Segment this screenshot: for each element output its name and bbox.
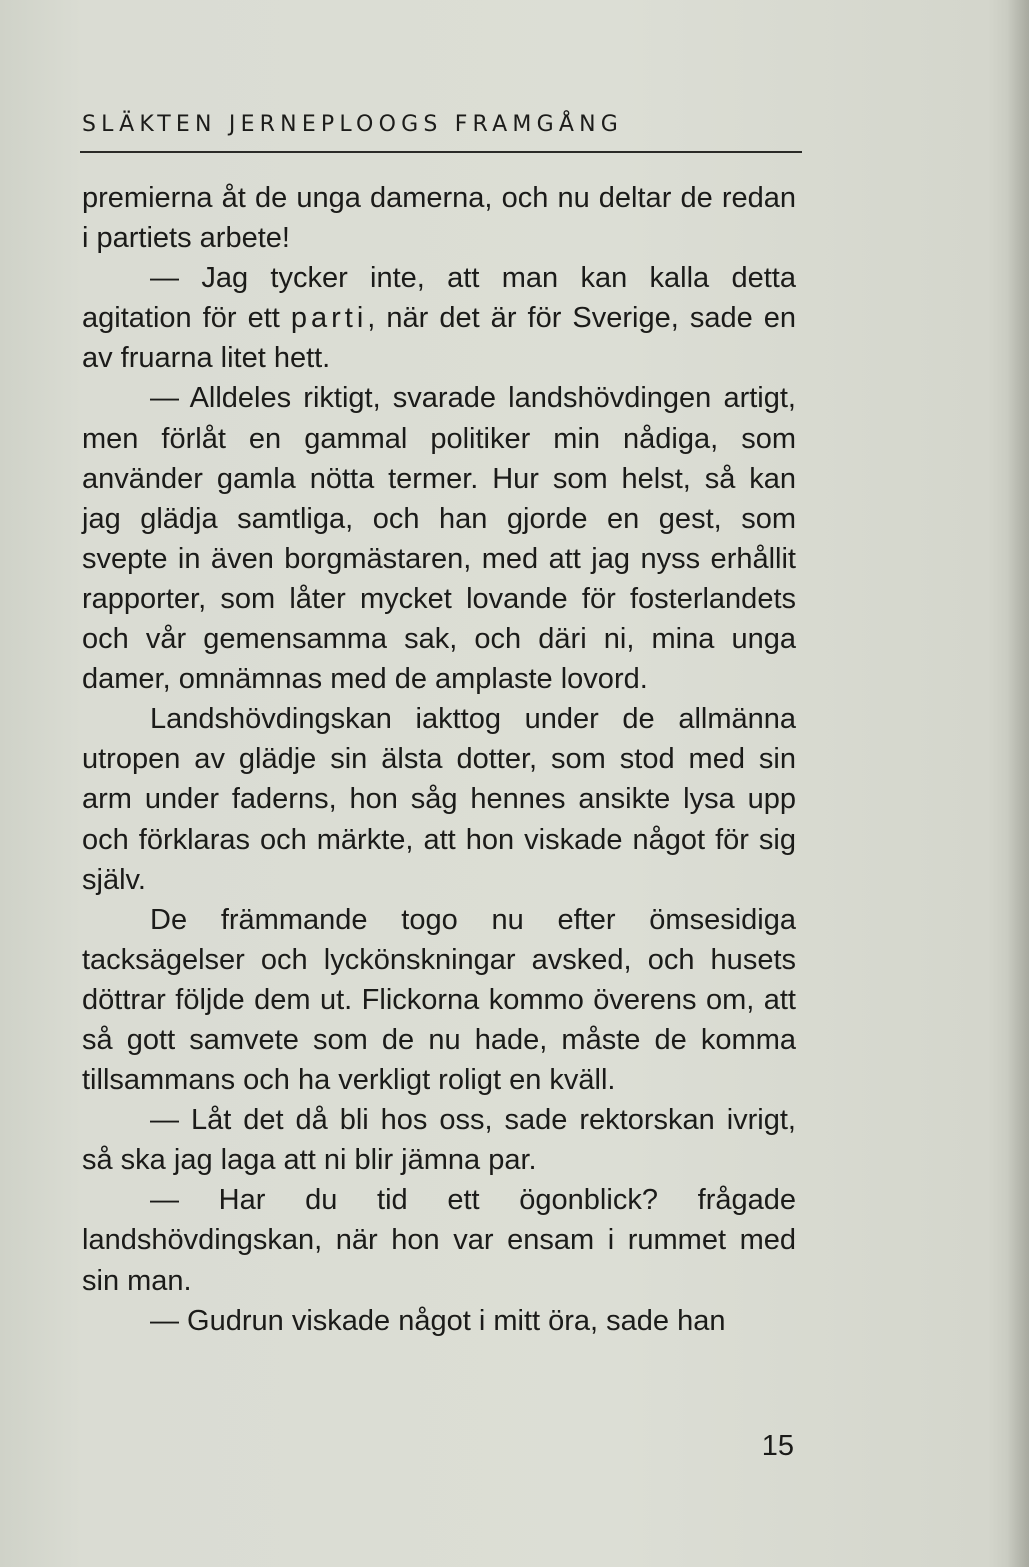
running-head: SLÄKTEN JERNEPLOOGS FRAMGÅNG [82,112,623,137]
body-text [82,178,796,1341]
page-number: 15 [761,1430,794,1462]
header-rule [80,151,802,153]
paragraph: De främmande togo nu efter ömsesidiga tacksägelser och lyckönskningar avsked, och husets döttrar följde dem ut. Flickorna kommo överens om, att så gott samvete som de nu hade, måste de komma tillsammans och ha verkligt roligt en kväll. [82,903,796,1097]
page-edge-shadow [1007,0,1029,1567]
paragraph: — Har du tid ett ögonblick? frågade landshövdingskan, när hon var ensam i rummet med sin man. [82,1184,796,1297]
paragraph-part: , när det är för Sverige, sade en av fruarna litet hett. [82,302,797,375]
paragraph: — Låt det då bli hos oss, sade rektorskan ivrigt, så ska jag laga att ni blir jämna par. [82,1104,796,1177]
paragraph: — Gudrun viskade något i mitt öra, sade han [150,1304,726,1337]
paragraph: premierna åt de unga damerna, och nu deltar de redan i partiets arbete! [82,182,796,255]
paragraph [82,258,796,378]
spaced-word: parti [290,302,368,335]
paragraph-part: — Jag tycker inte, att man kan kalla detta agitation för ett [82,262,796,335]
paragraph: Landshövdingskan iakttog under de allmänna utropen av glädje sin älsta dotter, som stod med sin arm under faderns, hon såg hennes ansikte lysa upp och förklaras och märkte, att hon viskade något för sig själv. [82,703,796,896]
paragraph: — Alldeles riktigt, svarade landshövdingen artigt, men förlåt en gammal politiker min nådiga, som använder gamla nötta termer. Hur som helst, så kan jag glädja samtliga, och han gjorde en gest, som svepte in även borgmästaren, med att jag nyss erhållit rapporter, som låter mycket lovande för fosterlandets och vår gemensamma sak, och däri ni, mina unga damer, omnämnas med de amplaste lovord. [82,382,796,696]
